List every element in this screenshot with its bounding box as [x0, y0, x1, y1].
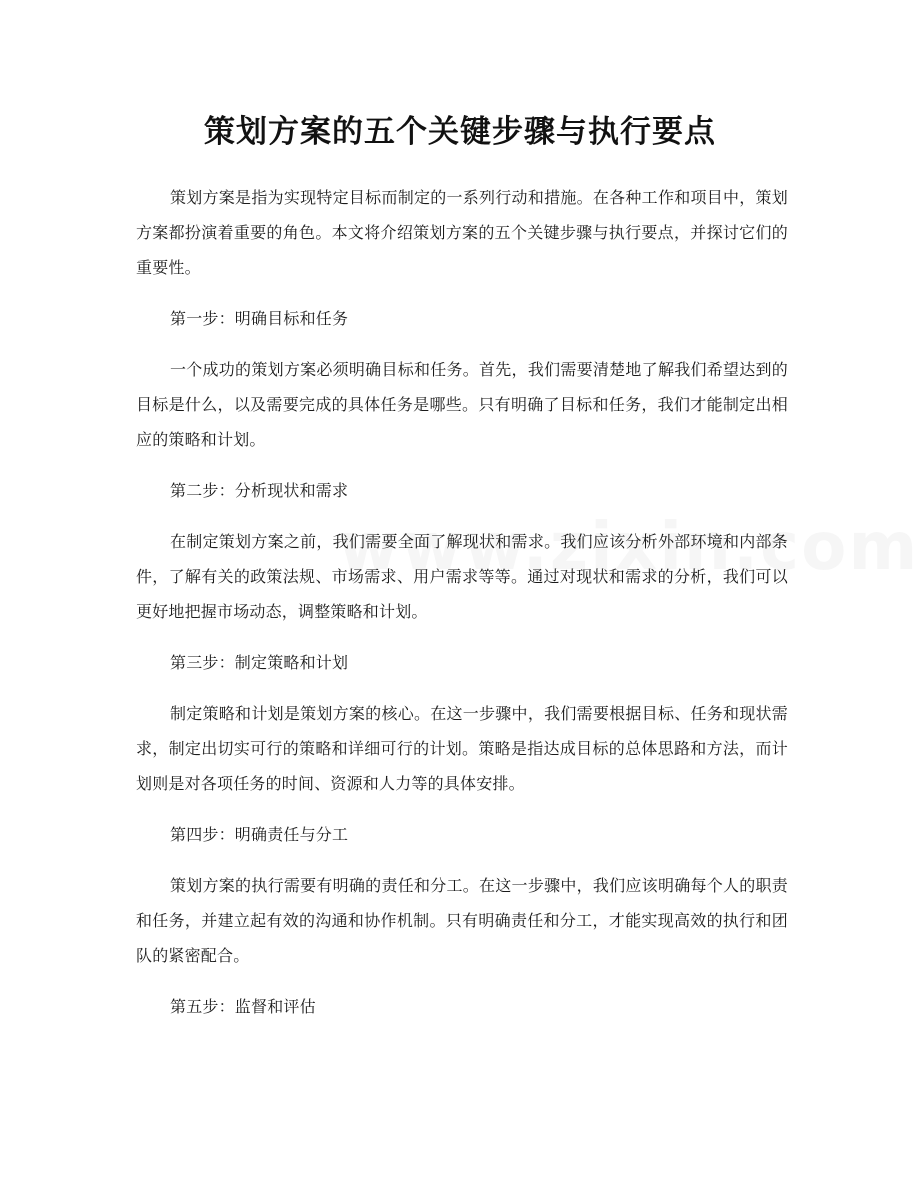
document-body — [136, 180, 788, 1040]
step-2-paragraph: 在制定策划方案之前，我们需要全面了解现状和需求。我们应该分析外部环境和内部条件，了解有关的政策法规、市场需求、用户需求等等。通过对现状和需求的分析，我们可以更好地把握市场动态，调整策略和计划。 — [136, 532, 788, 621]
step-5-heading: 第五步：监督和评估 — [170, 997, 316, 1016]
step-3-paragraph: 制定策略和计划是策划方案的核心。在这一步骤中，我们需要根据目标、任务和现状需求，制定出切实可行的策略和详细可行的计划。策略是指达成目标的总体思路和方法，而计划则是对各项任务的时间、资源和人力等的具体安排。 — [136, 704, 788, 793]
document-title: 策划方案的五个关键步骤与执行要点 — [204, 114, 716, 150]
step-1-heading: 第一步：明确目标和任务 — [170, 309, 349, 328]
step-4-paragraph: 策划方案的执行需要有明确的责任和分工。在这一步骤中，我们应该明确每个人的职责和任务，并建立起有效的沟通和协作机制。只有明确责任和分工，才能实现高效的执行和团队的紧密配合。 — [136, 876, 788, 965]
step-1-paragraph: 一个成功的策划方案必须明确目标和任务。首先，我们需要清楚地了解我们希望达到的目标是什么，以及需要完成的具体任务是哪些。只有明确了目标和任务，我们才能制定出相应的策略和计划。 — [136, 360, 788, 449]
step-3-heading: 第三步：制定策略和计划 — [170, 653, 349, 672]
intro-paragraph: 策划方案是指为实现特定目标而制定的一系列行动和措施。在各种工作和项目中，策划方案都扮演着重要的角色。本文将介绍策划方案的五个关键步骤与执行要点，并探讨它们的重要性。 — [136, 188, 788, 277]
step-4-heading: 第四步：明确责任与分工 — [170, 825, 349, 844]
step-2-heading: 第二步：分析现状和需求 — [170, 481, 349, 500]
